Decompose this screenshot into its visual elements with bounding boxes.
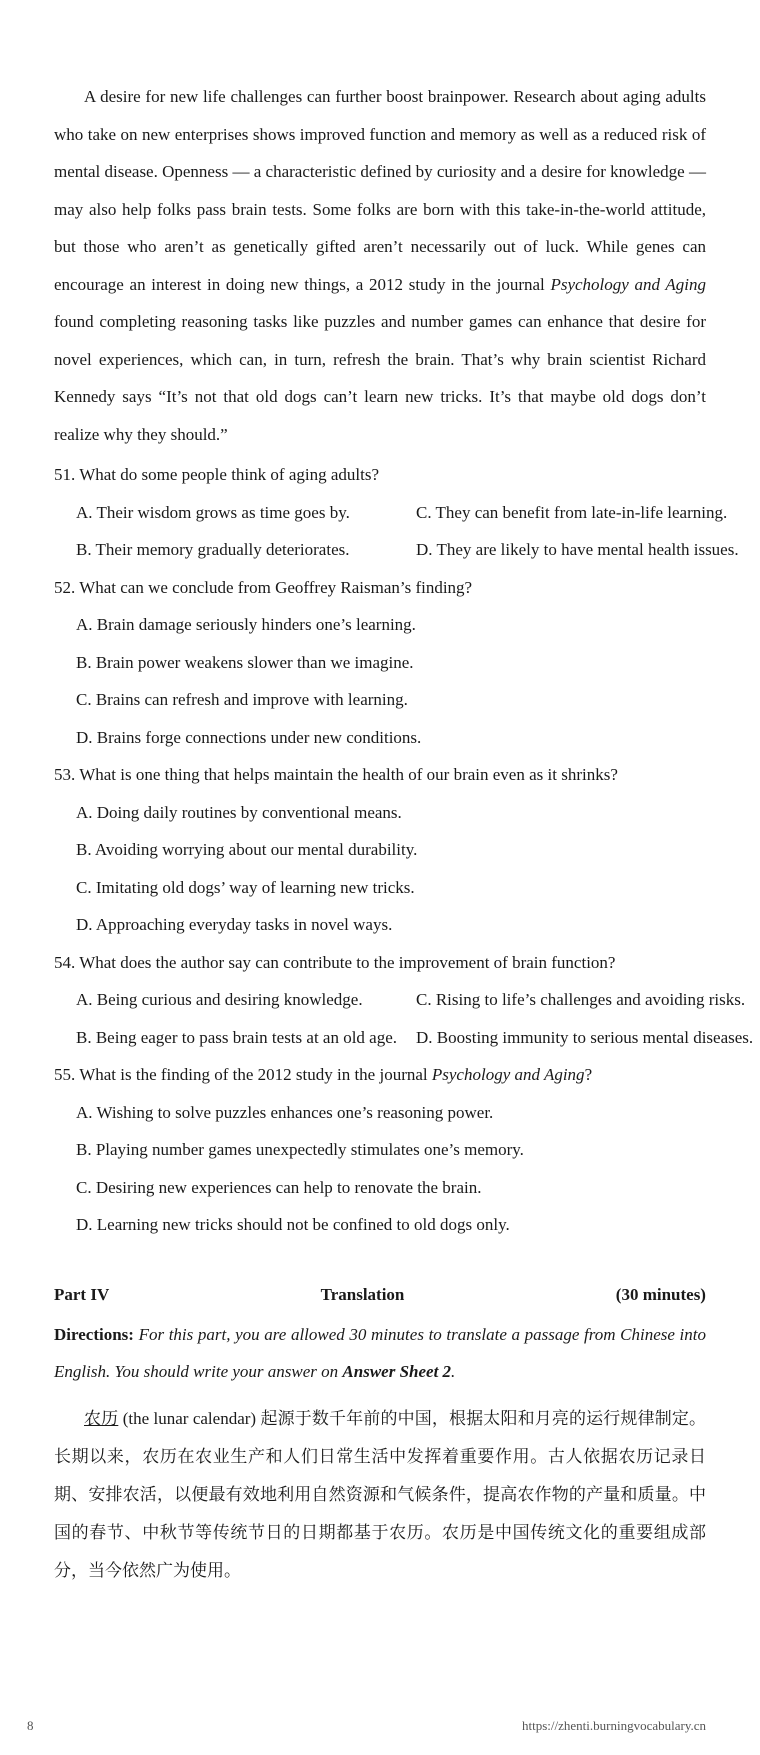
question-stem xyxy=(54,1056,706,1094)
option-a: A. Their wisdom grows as time goes by. xyxy=(76,502,350,522)
passage-paragraph xyxy=(54,78,706,453)
option-a: A. Being curious and desiring knowledge. xyxy=(76,990,363,1009)
lunar-calendar-term: 农历 xyxy=(84,1409,119,1428)
option-d: D. Brains forge connections under new conditions. xyxy=(76,727,422,747)
translation-passage xyxy=(54,1400,706,1590)
option-a: A. Brain damage seriously hinders one’s learning. xyxy=(76,615,416,634)
option-b: B. Their memory gradually deteriorates. xyxy=(76,540,350,559)
passage-text-2: found completing reasoning tasks like puzzles and number games can enhance that desire for novel experiences, which can, in turn, refresh the brain. That’s why brain scientist Richard Kennedy says “It’s not that old dogs can’t learn new tricks. It’s that maybe old dogs don’t realize why they should.” xyxy=(54,312,706,444)
part-time: (30 minutes) xyxy=(615,1285,706,1304)
question-54 xyxy=(54,944,754,1057)
option-d: D. Approaching everyday tasks in novel ways. xyxy=(76,915,393,934)
option-b: B. Avoiding worrying about our mental durability. xyxy=(76,840,418,859)
footer-url: https://zhenti.burningvocabulary.cn xyxy=(522,1718,706,1733)
part-title: Translation xyxy=(320,1285,405,1304)
option-c: C. They can benefit from late-in-life learning. xyxy=(416,502,728,522)
journal-name: Psychology and Aging xyxy=(550,274,706,294)
option-d: D. They are likely to have mental health issues. xyxy=(416,540,739,559)
question-51 xyxy=(54,456,739,569)
option-b: B. Playing number games unexpectedly stimulates one’s memory. xyxy=(76,1140,524,1159)
page-number: 8 xyxy=(27,1718,34,1733)
directions-end: . xyxy=(451,1362,456,1381)
part-label: Part IV xyxy=(54,1285,110,1304)
passage-text-1: A desire for new life challenges can further boost brainpower. Research about aging adults who take on new enterprises shows improved function and memory as well as a reduced risk of mental disease. Openness — a characteristic defined by curiosity and a desire for knowledge — may also help folks pass brain tests. Some folks are born with this take-in-the-world attitude, but those who aren’t as genetically gifted aren’t necessarily out of luck. While genes can encourage an interest in doing new things, a 2012 study in the journal xyxy=(54,87,706,294)
option-a: A. Doing daily routines by conventional means. xyxy=(76,802,402,822)
question-stem: 52. What can we conclude from Geoffrey Raisman’s finding? xyxy=(54,577,473,597)
option-b: B. Brain power weakens slower than we imagine. xyxy=(76,652,414,672)
question-stem-text: 55. What is the finding of the 2012 study in the journal xyxy=(54,1065,432,1084)
journal-name: Psychology and Aging xyxy=(431,1065,585,1084)
question-stem: 54. What does the author say can contribute to the improvement of brain function? xyxy=(54,952,616,972)
question-stem: 51. What do some people think of aging adults? xyxy=(54,465,379,484)
option-c: C. Rising to life’s challenges and avoiding risks. xyxy=(416,990,746,1009)
option-a: A. Wishing to solve puzzles enhances one’s reasoning power. xyxy=(76,1102,494,1122)
option-c: C. Imitating old dogs’ way of learning new tricks. xyxy=(76,877,415,897)
reading-section xyxy=(54,78,754,1244)
option-d: D. Boosting immunity to serious mental diseases. xyxy=(416,1027,754,1047)
option-c: C. Desiring new experiences can help to renovate the brain. xyxy=(76,1177,482,1197)
part-header xyxy=(54,1280,706,1310)
question-55 xyxy=(54,1056,706,1244)
directions-label: Directions: xyxy=(54,1325,134,1344)
directions xyxy=(54,1316,706,1390)
translation-text: (the lunar calendar) 起源于数千年前的中国，根据太阳和月亮的运行规律制定。长期以来，农历在农业生产和人们日常生活中发挥着重要作用。古人依据农历记录日期、安排农活，以便最有效地利用自然资源和气候条件，提高农作物的产量和质量。中国的春节、中秋节等传统节日的日期都基于农历。农历是中国传统文化的重要组成部分，当今依然广为使用。 xyxy=(54,1409,707,1580)
option-b: B. Being eager to pass brain tests at an old age. xyxy=(76,1027,398,1047)
option-d: D. Learning new tricks should not be confined to old dogs only. xyxy=(76,1215,510,1234)
question-stem: 53. What is one thing that helps maintain the health of our brain even as it shrinks? xyxy=(54,765,618,784)
option-c: C. Brains can refresh and improve with learning. xyxy=(76,690,408,709)
question-stem-end: ? xyxy=(584,1065,593,1084)
directions-text: For this part, you are allowed 30 minutes to translate a passage from Chinese into English. You should write your answer on xyxy=(54,1325,706,1381)
question-52 xyxy=(54,569,706,757)
question-53 xyxy=(54,756,706,944)
answer-sheet-ref: Answer Sheet 2 xyxy=(342,1362,452,1381)
